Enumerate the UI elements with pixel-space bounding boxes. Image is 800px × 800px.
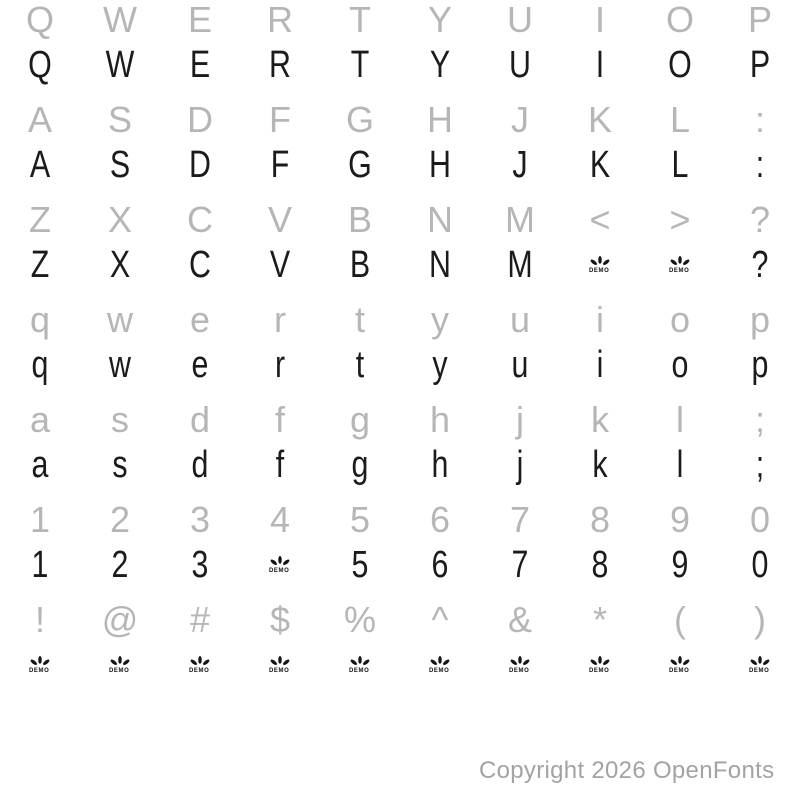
glyph-cell: 5 — [351, 543, 369, 586]
demo-fleuron-icon — [269, 656, 291, 667]
glyph-cell: @ — [101, 599, 139, 640]
glyph-cell: p — [751, 343, 769, 386]
glyph-cell-restricted — [560, 244, 640, 286]
glyph-cell: E — [187, 0, 212, 40]
demo-glyph-label: DEMO — [589, 668, 610, 674]
glyph-cell: l — [676, 399, 684, 440]
glyph-cell: q — [31, 343, 49, 386]
glyph-cell: y — [431, 299, 449, 340]
demo-fleuron-icon — [349, 656, 371, 667]
glyph-cell-restricted — [240, 544, 320, 586]
glyph-cell: M — [507, 243, 533, 286]
copyright-text: Copyright 2026 OpenFonts — [479, 757, 775, 784]
demo-glyph-label: DEMO — [669, 268, 690, 274]
demo-fleuron-icon — [749, 656, 771, 667]
glyph-cell: Z — [29, 199, 51, 240]
glyph-cell: G — [348, 143, 372, 186]
glyph-cell: V — [269, 243, 291, 286]
glyph-cell-restricted — [80, 644, 160, 686]
glyph-cell: T — [349, 0, 371, 40]
glyph-cell: s — [111, 399, 129, 440]
glyph-cell: 0 — [749, 499, 771, 540]
glyph-cell: R — [267, 0, 293, 40]
demo-glyph-label: DEMO — [29, 668, 50, 674]
demo-fleuron-icon — [189, 656, 211, 667]
glyph-cell: f — [274, 399, 285, 440]
glyph-cell: a — [31, 443, 49, 486]
glyph-cell: ? — [751, 243, 769, 286]
demo-fleuron-icon — [29, 656, 51, 667]
glyph-cell: ) — [754, 599, 766, 640]
glyph-cell: 8 — [589, 499, 611, 540]
glyph-cell: ! — [34, 599, 45, 640]
glyph-cell-restricted — [240, 644, 320, 686]
glyph-cell-restricted — [720, 644, 800, 686]
glyph-cell: u — [509, 299, 531, 340]
glyph-cell: H — [429, 143, 451, 186]
glyph-cell: h — [429, 399, 451, 440]
glyph-cell-restricted — [160, 644, 240, 686]
glyph-cell: ; — [755, 443, 765, 486]
glyph-cell: k — [591, 399, 609, 440]
glyph-cell: O — [668, 43, 692, 86]
glyph-cell: O — [665, 0, 694, 40]
demo-glyph-label: DEMO — [349, 668, 370, 674]
demo-fleuron-icon — [509, 656, 531, 667]
glyph-cell: r — [274, 343, 286, 386]
demo-font-row-7 — [0, 644, 800, 686]
glyph-cell: 2 — [109, 499, 131, 540]
glyph-cell: X — [109, 243, 131, 286]
demo-restricted-glyph — [669, 656, 691, 674]
glyph-cell-restricted — [480, 644, 560, 686]
reference-row-5 — [0, 400, 800, 440]
demo-fleuron-icon — [589, 256, 611, 267]
glyph-cell: T — [350, 43, 370, 86]
demo-restricted-glyph — [509, 656, 531, 674]
glyph-cell: f — [275, 443, 285, 486]
glyph-cell: q — [29, 299, 51, 340]
glyph-cell: E — [189, 43, 211, 86]
glyph-cell: H — [427, 99, 453, 140]
glyph-cell: G — [345, 99, 374, 140]
demo-restricted-glyph — [269, 556, 291, 574]
glyph-cell-restricted — [640, 244, 720, 286]
glyph-cell: : — [754, 99, 765, 140]
glyph-cell: B — [349, 243, 371, 286]
demo-restricted-glyph — [749, 656, 771, 674]
glyph-cell: 8 — [591, 543, 609, 586]
demo-restricted-glyph — [589, 256, 611, 274]
demo-restricted-glyph — [189, 656, 211, 674]
glyph-cell: X — [107, 199, 132, 240]
glyph-cell: a — [29, 399, 51, 440]
glyph-cell: p — [749, 299, 771, 340]
glyph-cell: V — [267, 199, 292, 240]
glyph-cell: o — [669, 299, 691, 340]
glyph-cell: K — [587, 99, 612, 140]
glyph-cell: L — [669, 99, 691, 140]
glyph-cell: Z — [30, 243, 50, 286]
demo-glyph-label: DEMO — [749, 668, 770, 674]
glyph-cell: 7 — [509, 499, 531, 540]
glyph-cell: P — [747, 0, 772, 40]
demo-fleuron-icon — [269, 556, 291, 567]
demo-restricted-glyph — [29, 656, 51, 674]
demo-font-row-4 — [0, 344, 800, 386]
glyph-cell: ( — [674, 599, 686, 640]
demo-fleuron-icon — [109, 656, 131, 667]
glyph-cell: 0 — [751, 543, 769, 586]
glyph-cell: # — [189, 599, 211, 640]
glyph-cell: 7 — [511, 543, 529, 586]
glyph-cell: C — [189, 243, 211, 286]
glyph-cell-restricted — [560, 644, 640, 686]
glyph-cell: 6 — [429, 499, 451, 540]
demo-glyph-label: DEMO — [269, 668, 290, 674]
glyph-cell: Q — [25, 0, 54, 40]
demo-fleuron-icon — [429, 656, 451, 667]
glyph-cell: i — [596, 299, 604, 340]
glyph-cell: 9 — [669, 499, 691, 540]
glyph-cell: o — [671, 343, 689, 386]
glyph-cell: M — [505, 199, 535, 240]
glyph-cell: : — [755, 143, 765, 186]
glyph-cell: t — [355, 343, 365, 386]
glyph-cell: $ — [269, 599, 291, 640]
glyph-cell-restricted — [320, 644, 400, 686]
glyph-cell: 3 — [191, 543, 209, 586]
glyph-cell: A — [29, 143, 51, 186]
demo-restricted-glyph — [269, 656, 291, 674]
glyph-cell: J — [511, 99, 529, 140]
demo-fleuron-icon — [669, 256, 691, 267]
glyph-cell: k — [592, 443, 608, 486]
glyph-cell: C — [187, 199, 213, 240]
glyph-cell: ^ — [431, 599, 449, 640]
glyph-cell: d — [189, 399, 211, 440]
demo-glyph-label: DEMO — [189, 668, 210, 674]
glyph-cell: S — [109, 143, 131, 186]
demo-glyph-label: DEMO — [589, 268, 610, 274]
glyph-cell: 3 — [189, 499, 211, 540]
demo-restricted-glyph — [109, 656, 131, 674]
glyph-cell: D — [187, 99, 213, 140]
reference-row-7 — [0, 600, 800, 640]
glyph-cell: g — [349, 399, 371, 440]
glyph-cell: 6 — [431, 543, 449, 586]
glyph-cell: e — [191, 343, 209, 386]
demo-glyph-label: DEMO — [269, 568, 290, 574]
glyph-cell: % — [343, 599, 376, 640]
glyph-cell: L — [671, 143, 689, 186]
glyph-cell: < — [589, 199, 611, 240]
demo-font-row-2 — [0, 144, 800, 186]
glyph-cell: j — [516, 443, 524, 486]
reference-row-4 — [0, 300, 800, 340]
glyph-cell: w — [109, 343, 131, 386]
glyph-cell: N — [427, 199, 453, 240]
glyph-cell: F — [270, 143, 290, 186]
glyph-cell: * — [592, 599, 607, 640]
glyph-cell: g — [351, 443, 369, 486]
glyph-cell: Y — [429, 43, 451, 86]
glyph-cell: w — [107, 299, 133, 340]
glyph-cell: 5 — [349, 499, 371, 540]
glyph-cell: Q — [28, 43, 52, 86]
glyph-cell: K — [589, 143, 611, 186]
demo-font-row-6 — [0, 544, 800, 586]
glyph-cell: 1 — [31, 543, 49, 586]
demo-font-row-5 — [0, 444, 800, 486]
glyph-cell: W — [103, 0, 137, 40]
glyph-cell: A — [27, 99, 52, 140]
demo-glyph-label: DEMO — [669, 668, 690, 674]
glyph-cell: s — [112, 443, 128, 486]
demo-font-row-1 — [0, 44, 800, 86]
demo-glyph-label: DEMO — [429, 668, 450, 674]
glyph-cell: e — [189, 299, 211, 340]
glyph-cell: J — [512, 143, 528, 186]
glyph-cell-restricted — [400, 644, 480, 686]
glyph-cell: U — [507, 0, 533, 40]
glyph-cell: y — [432, 343, 448, 386]
demo-restricted-glyph — [669, 256, 691, 274]
glyph-cell: I — [595, 43, 605, 86]
glyph-cell: j — [516, 399, 524, 440]
demo-fleuron-icon — [589, 656, 611, 667]
glyph-cell: r — [274, 299, 286, 340]
reference-row-3 — [0, 200, 800, 240]
demo-restricted-glyph — [429, 656, 451, 674]
glyph-cell: > — [669, 199, 691, 240]
glyph-cell: B — [347, 199, 372, 240]
glyph-cell: t — [354, 299, 365, 340]
glyph-cell-restricted — [0, 644, 80, 686]
glyph-cell: P — [749, 43, 771, 86]
glyph-cell: u — [511, 343, 529, 386]
demo-restricted-glyph — [349, 656, 371, 674]
glyph-cell: 1 — [29, 499, 51, 540]
glyph-cell: S — [107, 99, 132, 140]
glyph-cell: ; — [754, 399, 765, 440]
glyph-cell-restricted — [640, 644, 720, 686]
glyph-cell: l — [676, 443, 684, 486]
glyph-cell: h — [431, 443, 449, 486]
glyph-cell: D — [189, 143, 211, 186]
glyph-cell: & — [507, 599, 532, 640]
demo-font-row-3 — [0, 244, 800, 286]
glyph-cell: F — [269, 99, 291, 140]
demo-restricted-glyph — [589, 656, 611, 674]
glyph-cell: W — [105, 43, 135, 86]
glyph-cell: I — [594, 0, 605, 40]
demo-glyph-label: DEMO — [509, 668, 530, 674]
demo-glyph-label: DEMO — [109, 668, 130, 674]
reference-row-2 — [0, 100, 800, 140]
glyph-cell: 2 — [111, 543, 129, 586]
demo-fleuron-icon — [669, 656, 691, 667]
glyph-cell: i — [596, 343, 604, 386]
glyph-cell: Y — [427, 0, 452, 40]
reference-row-6 — [0, 500, 800, 540]
glyph-cell: d — [191, 443, 209, 486]
glyph-cell: 9 — [671, 543, 689, 586]
glyph-cell: R — [269, 43, 291, 86]
glyph-cell: ? — [749, 199, 771, 240]
glyph-cell: N — [429, 243, 451, 286]
reference-row-1 — [0, 0, 800, 40]
glyph-cell: 4 — [269, 499, 291, 540]
glyph-cell: U — [509, 43, 531, 86]
